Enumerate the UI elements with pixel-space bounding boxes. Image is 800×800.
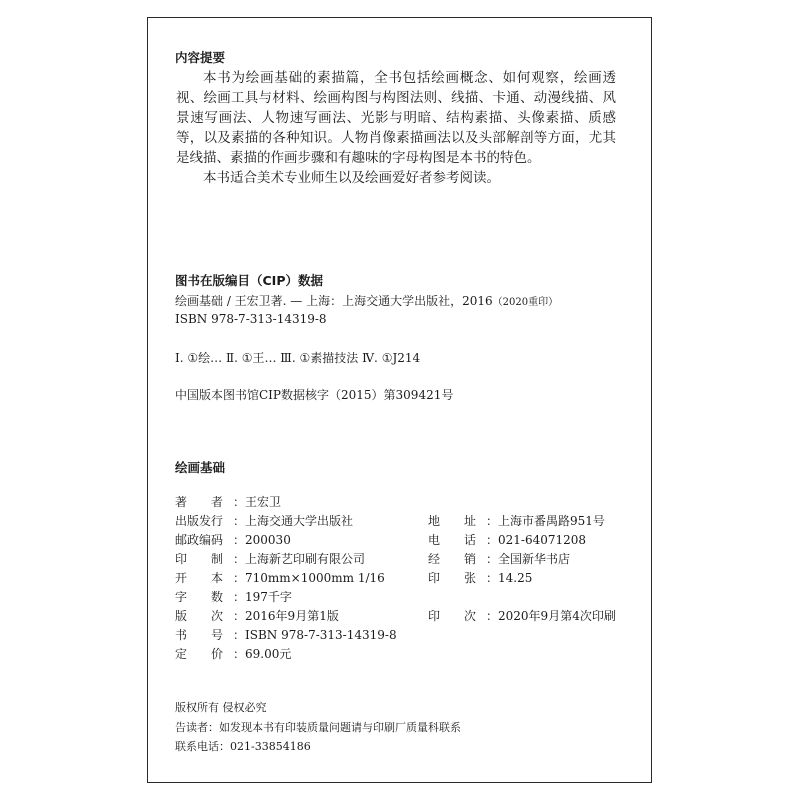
detail-price: 定价 ：69.00元	[175, 647, 292, 661]
detail-value: 全国新华书店	[498, 552, 571, 566]
cip-bibliographic-main: 绘画基础 / 王宏卫著. — 上海：上海交通大学出版社，2016	[175, 294, 493, 308]
cip-reprint-note: （2020重印）	[492, 297, 559, 308]
summary-heading: 内容提要	[175, 50, 226, 65]
detail-address: 地址 ：上海市番禺路951号	[428, 514, 605, 528]
detail-value: 197千字	[245, 590, 292, 604]
cip-classification: Ⅰ. ①绘… Ⅱ. ①王… Ⅲ. ①素描技法 Ⅳ. ①J214	[175, 351, 421, 365]
detail-value: 王宏卫	[245, 495, 282, 509]
detail-value: 14.25	[498, 571, 533, 585]
detail-value: 2016年9月第1版	[245, 609, 339, 623]
detail-key: 字数	[175, 590, 223, 604]
detail-value: 上海交通大学出版社	[245, 514, 354, 528]
detail-key: 地址	[428, 514, 476, 528]
copyright-page	[147, 17, 652, 783]
detail-key: 邮政编码	[175, 533, 224, 547]
detail-key: 著者	[175, 495, 223, 509]
detail-publisher: 出版发行 ：上海交通大学出版社	[175, 514, 354, 528]
detail-edition: 版次 ：2016年9月第1版	[175, 609, 339, 623]
detail-phone: 电话 ：021-64071208	[428, 533, 587, 547]
detail-value: 69.00元	[245, 647, 292, 661]
detail-key: 印张	[428, 571, 476, 585]
cip-bibliographic-line	[175, 292, 558, 309]
contact-phone-label: 联系电话：	[175, 740, 230, 753]
detail-key: 定价	[175, 647, 223, 661]
detail-printing: 印次 ：2020年9月第4次印刷	[428, 609, 616, 623]
detail-isbn: 书号 ：ISBN 978-7-313-14319-8	[175, 628, 397, 642]
detail-key: 电话	[428, 533, 476, 547]
summary-paragraph-1: 本书为绘画基础的素描篇，全书包括绘画概念、如何观察，绘画透视、绘画工具与材料、绘画构图与构图法则、线描、卡通、动漫线描、风景速写画法、人物速写画法、光影与明暗、结构素描、头像素描、质感等，以及素描的各种知识。人物肖像素描画法以及头部解剖等方面，尤其是线描、素描的作画步骤和有趣味的字母构图是本书的特色。	[176, 70, 616, 166]
detail-postcode: 邮政编码 ：200030	[175, 533, 291, 547]
contact-phone	[175, 738, 311, 754]
cip-heading: 图书在版编目（CIP）数据	[175, 273, 323, 288]
detail-format: 开本 ：710mm×1000mm 1/16	[175, 571, 385, 585]
detail-value: 上海市番禺路951号	[498, 514, 605, 528]
detail-key: 书号	[175, 628, 223, 642]
detail-sheets: 印张 ：14.25	[428, 571, 533, 585]
copyright-notice: 版权所有 侵权必究	[175, 701, 267, 714]
detail-value: 200030	[245, 533, 291, 547]
detail-value: 2020年9月第4次印刷	[498, 609, 616, 623]
contact-phone-number: 021-33854186	[230, 740, 311, 753]
detail-value: 021-64071208	[498, 533, 587, 547]
summary-paragraph-2: 本书适合美术专业师生以及绘画爱好者参考阅读。	[203, 170, 500, 186]
detail-distributor: 经销 ：全国新华书店	[428, 552, 571, 566]
detail-key: 版次	[175, 609, 223, 623]
reader-notice	[175, 719, 461, 735]
detail-key: 印次	[428, 609, 476, 623]
detail-key: 经销	[428, 552, 476, 566]
cip-isbn: ISBN 978-7-313-14319-8	[175, 312, 327, 326]
cip-record-number: 中国版本图书馆CIP数据核字（2015）第309421号	[175, 388, 454, 402]
reader-notice-text: 如发现本书有印装质量问题请与印刷厂质量科联系	[219, 721, 461, 734]
detail-word-count: 字数 ：197千字	[175, 590, 292, 604]
detail-value: 710mm×1000mm 1/16	[245, 571, 385, 585]
detail-value: 上海新艺印刷有限公司	[245, 552, 366, 566]
detail-value: ISBN 978-7-313-14319-8	[245, 628, 397, 642]
detail-author: 著者 ：王宏卫	[175, 495, 282, 509]
detail-printer: 印制 ：上海新艺印刷有限公司	[175, 552, 366, 566]
detail-key: 出版发行	[175, 514, 224, 528]
book-title: 绘画基础	[175, 460, 226, 475]
detail-key: 印制	[175, 552, 223, 566]
reader-notice-label: 告读者：	[175, 721, 219, 734]
detail-key: 开本	[175, 571, 223, 585]
